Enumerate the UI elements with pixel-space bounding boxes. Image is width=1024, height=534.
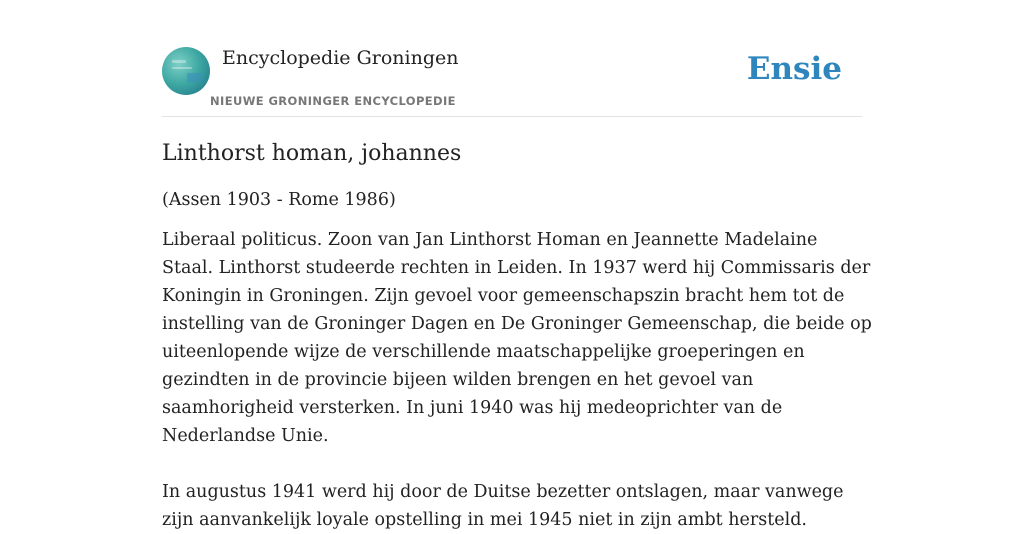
article <box>162 138 872 534</box>
ensie-brand-link[interactable]: Ensie <box>746 51 842 87</box>
article-paragraph: In augustus 1941 werd hij door de Duitse bezetter ontslagen, maar vanwege zijn aanvankelijk loyale opstelling in mei 1945 niet in zijn ambt hersteld. <box>162 482 844 530</box>
site-title[interactable]: Encyclopedie Groningen <box>222 47 459 69</box>
groningen-encyclopedia-logo-icon[interactable] <box>162 47 210 95</box>
logo-detail <box>187 73 201 82</box>
logo-detail <box>172 67 192 69</box>
article-title: Linthorst homan, johannes <box>162 141 462 166</box>
site-subtitle: NIEUWE GRONINGER ENCYCLOPEDIE <box>210 94 456 108</box>
site-header <box>162 44 862 117</box>
article-paragraph: Liberaal politicus. Zoon van Jan Linthorst Homan en Jeannette Madelaine Staal. Linthorst studeerde rechten in Leiden. In 1937 werd hij Commissaris der Koningin in Groningen. Zijn gevoel voor gemeenschapszin bracht hem tot de instelling van de Groninger Dagen en De Groninger Gemeenschap, die beide op uiteenlopende wijze de verschillende maatschappelijke groeperingen en gezindten in de provincie bijeen wilden brengen en het gevoel van saamhorigheid versterken. In juni 1940 was hij medeoprichter van de Nederlandse Unie. <box>162 230 872 446</box>
logo-detail <box>172 60 186 63</box>
article-dates: (Assen 1903 - Rome 1986) <box>162 190 396 210</box>
